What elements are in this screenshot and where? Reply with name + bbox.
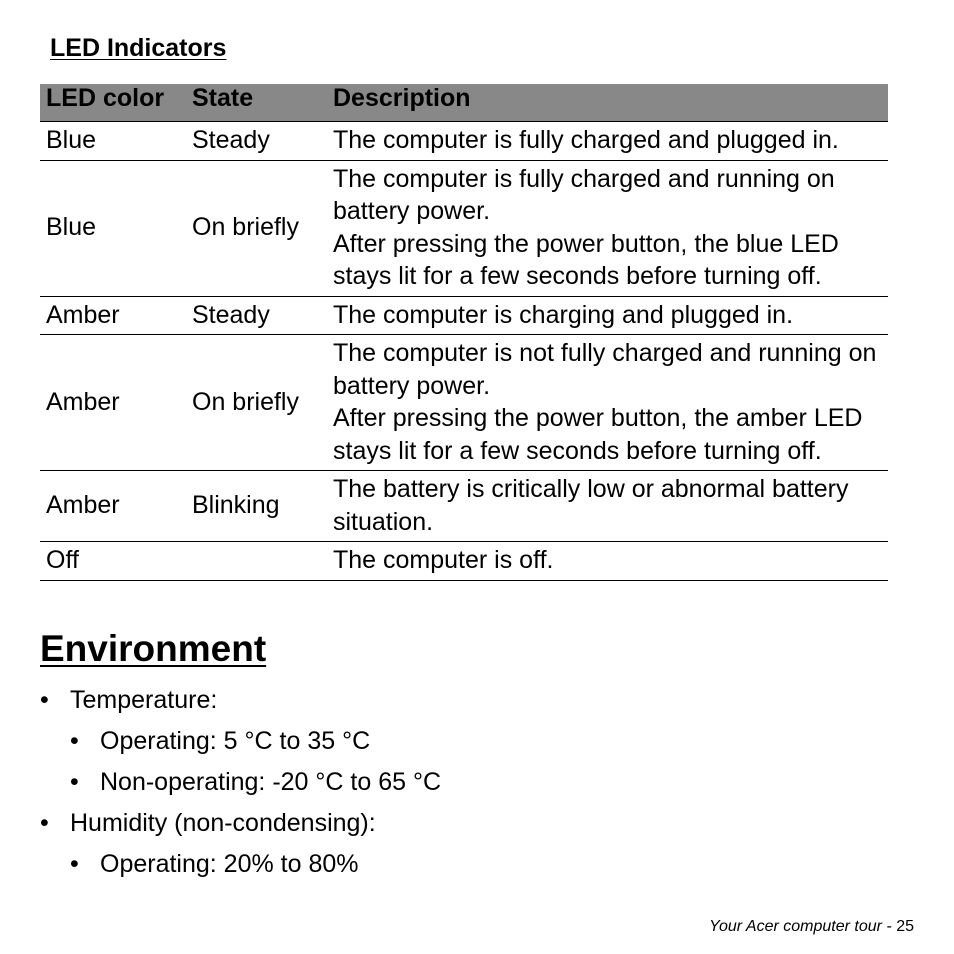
list-item-text: Non-operating: -20 °C to 65 °C [100, 768, 442, 796]
table-body [40, 122, 888, 581]
table-row [40, 122, 888, 161]
list-item [40, 844, 840, 885]
description-paragraph: The computer is off. [333, 546, 554, 574]
list-item [40, 721, 840, 762]
bullet-icon: • [70, 727, 79, 755]
description-cell [327, 160, 888, 296]
led-color-cell: Amber [40, 296, 186, 335]
state-cell: On briefly [186, 160, 327, 296]
led-color-cell: Blue [40, 122, 186, 161]
list-item-text: Operating: 20% to 80% [100, 850, 359, 878]
list-item [40, 762, 840, 803]
column-header-state: State [186, 84, 327, 122]
column-header-description: Description [327, 84, 888, 122]
list-item [40, 680, 840, 721]
led-section-title: LED Indicators [50, 34, 227, 62]
description-cell [327, 542, 888, 581]
table-header-row [40, 84, 888, 122]
description-cell [327, 471, 888, 542]
state-cell: Steady [186, 296, 327, 335]
led-color-cell: Blue [40, 160, 186, 296]
environment-heading: Environment [40, 628, 267, 669]
page-footer [709, 917, 914, 937]
list-item [40, 803, 840, 844]
state-cell: Blinking [186, 471, 327, 542]
led-color-cell: Amber [40, 471, 186, 542]
table-row [40, 471, 888, 542]
table-row [40, 160, 888, 296]
description-paragraph: After pressing the power button, the blue LED stays lit for a few seconds before turning off. [333, 229, 839, 290]
bullet-icon: • [70, 768, 79, 796]
list-item-text: Humidity (non-condensing): [70, 809, 376, 837]
description-paragraph: The computer is fully charged and running on battery power. [333, 164, 835, 225]
column-header-led-color: LED color [40, 84, 186, 122]
description-paragraph: The computer is fully charged and plugged in. [333, 126, 839, 154]
description-paragraph: The computer is charging and plugged in. [333, 300, 794, 329]
table-row [40, 335, 888, 471]
description-cell [327, 122, 888, 161]
led-color-cell: Off [40, 542, 186, 581]
bullet-icon: • [70, 850, 79, 878]
environment-list [40, 680, 840, 885]
state-cell: Steady [186, 122, 327, 161]
bullet-icon: • [40, 686, 49, 714]
footer-text: Your Acer computer tour - [709, 918, 892, 935]
led-indicators-table [40, 84, 888, 581]
description-paragraph: The battery is critically low or abnormal battery situation. [333, 475, 849, 536]
description-paragraph: The computer is not fully charged and running on battery power. [333, 339, 877, 400]
list-item-text: Temperature: [70, 686, 218, 714]
state-cell [186, 542, 327, 581]
state-cell: On briefly [186, 335, 327, 471]
page-number: 25 [896, 918, 914, 935]
description-paragraph: After pressing the power button, the amber LED stays lit for a few seconds before turning off. [333, 404, 863, 465]
description-cell [327, 335, 888, 471]
table-row [40, 296, 888, 335]
led-color-cell: Amber [40, 335, 186, 471]
bullet-icon: • [40, 809, 49, 837]
list-item-text: Operating: 5 °C to 35 °C [100, 727, 371, 755]
description-cell [327, 296, 888, 335]
table-row [40, 542, 888, 581]
